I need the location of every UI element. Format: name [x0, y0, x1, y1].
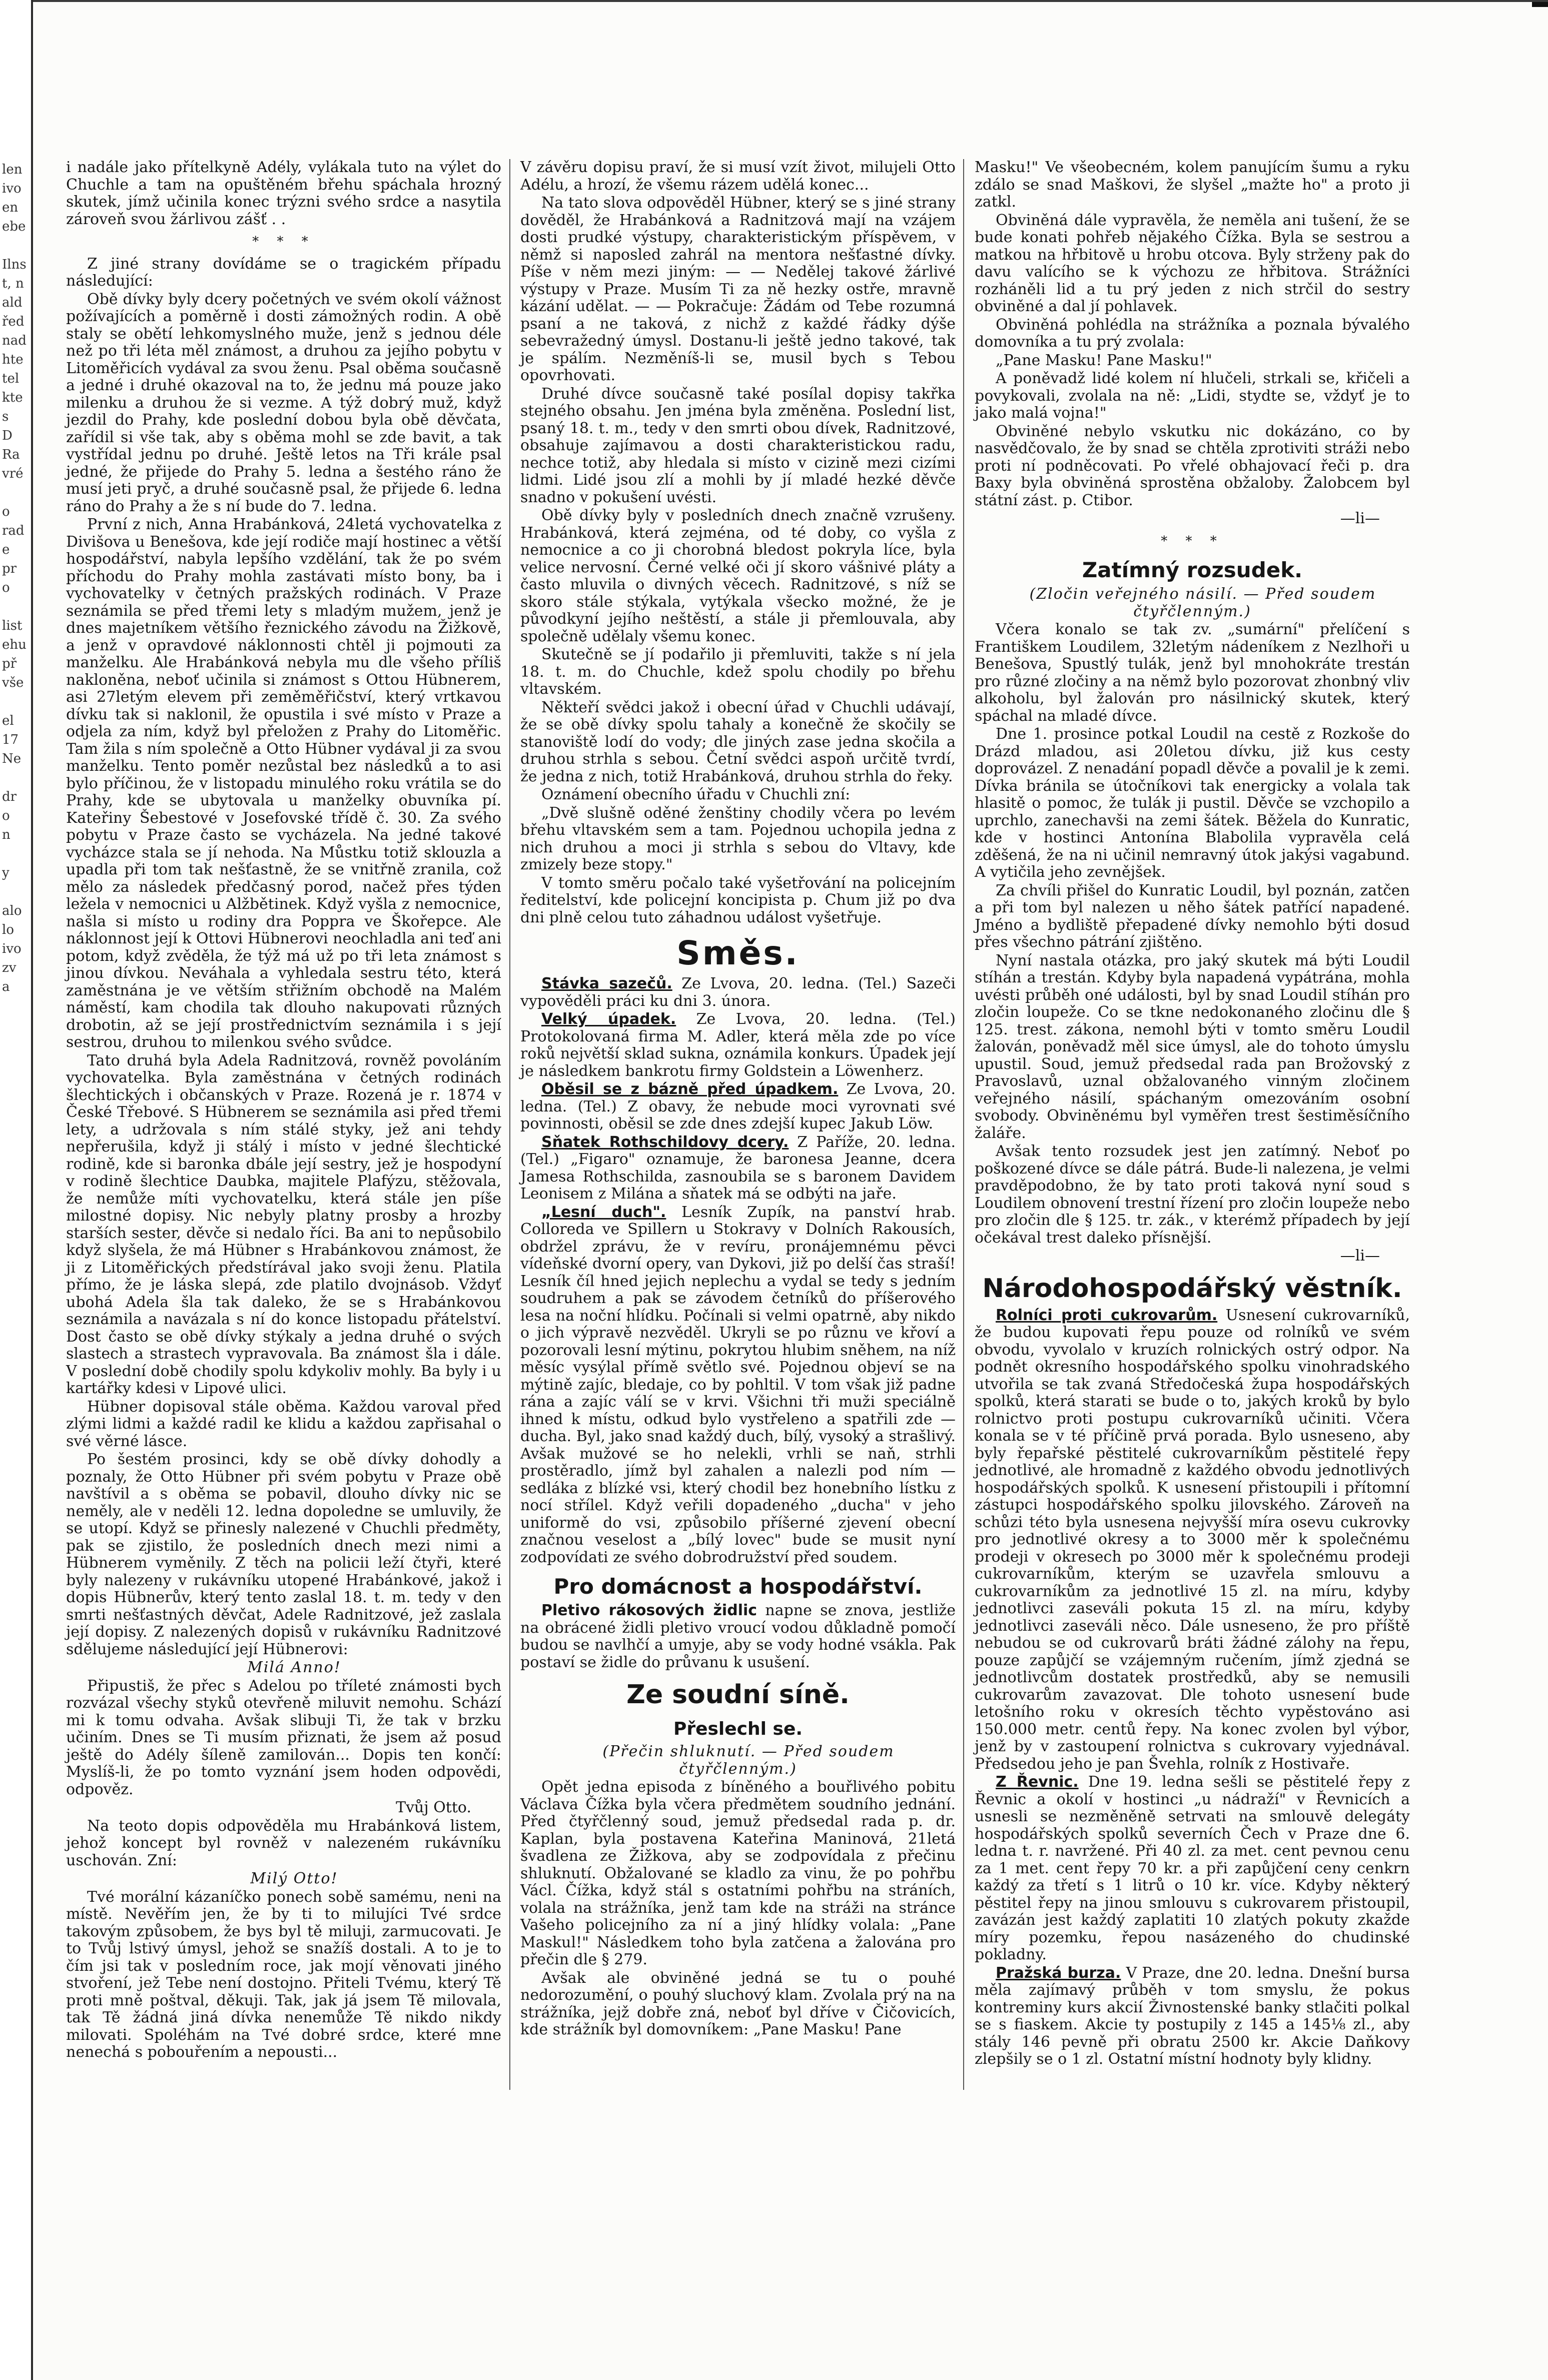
margin-fragment: len [2, 162, 23, 177]
news-kicker: Pražská burza. [996, 1964, 1121, 1982]
article-text: Po šestém prosinci, kdy se obě dívky dohodly a poznaly, že Otto Hübner při svém pobytu v Praze obě navštívil a s oběma se pobavil, dlouho dívky nic se neměly, ale v neděli 12. ledna dopoledne se umluvily, že se utopí. Když se přinesly nalezené v Chuchli předměty, pak se zjistilo, že posledních dnech mezi nimi a Hübnerem vyměnily. Z těch na policii leží čtyři, které byly nalezeny v rukávníku utopené Hrabánkové, jakož i dopis Hübnerův, který tento zaslal 18. t. m. tedy v den smrti nešťastných děvčat, Adele Radnitzové, jež zaslala její dopisy. Z nalezených dopisů v rukávníku Radnitzové sdělujeme následující její Hübnerovi: [66, 1451, 501, 1658]
section-separator: * * * [252, 234, 315, 249]
news-kicker: Pletivo rákosových židlic [541, 1602, 757, 1619]
column-1 [66, 159, 501, 2062]
column-2 [520, 159, 956, 2040]
article-text: Druhé dívce současně také posílal dopisy takřka stejného obsahu. Jen jména byla změněna. Poslední list, psaný 18. t. m., tedy v den smrti obou dívek, Radnitzové, obsahuje zajímavou a dosti charakteristickou radu, nechce totiž, aby hledala si místo v cizině mezi cizími lidmi. Lidé jsou zlí a mohli by jí mladé hezké děvče snadno v pokušení uvésti. [520, 385, 956, 506]
margin-fragment: el [2, 713, 14, 728]
previous-page-margin [0, 0, 33, 2380]
article-text: Z jiné strany dovídáme se o tragickém případu následující: [66, 255, 501, 290]
news-text: Lesník Zupík, na panství hrab. Colloreda ve Spillern u Stokravy v Dolních Rakousích, obdržel zprávu, že v revíru, pronájemnému pěvci vídeňské dvorní opery, van Dykovi, již po delší čas straší! Lesník číl hned jejich neplechu a vydal se tedy s jedním soudruhem a pak se závodem četníků do příšerového lesa na noční hlídku. Počínali si velmi opatrně, aby nikdo o jich výpravě nezvěděl. Ukryli se po různu ve křoví a pozorovali lesní mýtinu, pokrytou hlubim sněhem, na níž měsíc vysýlal přímě světlo své. Pojednou objeví se na mýtině zajíc, bledaje, co by pohltil. V tom však již padne rána a zajíc válí se v krvi. Všichni tři muži speciálně ihned k místu, odkud bylo vystřeleno a spatřili zde — ducha. Byl, jako snad každý duch, bílý, vysoký a strašlivý. Avšak mužové se ho nelekli, vrhli se naň, strhli prostěradlo, jímž byl zahalen a nalezli pod ním — sedláka z blízké vsi, který chodil bez honebního lístku z nocí střílel. Když veřili dopadeného „ducha" v jeho uniformě do vsi, způsobilo příšerné zjevení obecní značnou veselost a „bílý lovec" bude se musit nyní zodpovídati ze svého dobrodružství před soudem. [520, 1203, 956, 1566]
margin-fragment: D [2, 428, 13, 443]
news-text: Dne 19. ledna sešli se pěstitelé řepy z Řevnic a okolí v hostinci „u nádraží" v Řevnicích a usnesli se nezměněně setrvati na smlouvě delegáty hospodářských spolků severních Čech v Praze dne 6. ledna t. r. navržené. Při 40 zl. za met. cent pevnou cenu za 1 met. cent řepy 70 kr. a při zapůjčení ceny cenkrn každý za třetí s 1 litrů o 10 kr. více. Kdyby některý pěstitel řepy na jinou smlouvu s cukrovarem přistoupil, zavázán jest každý zaplatiti 10 zlatých pokuty zkažde míry pozemku, řepou nasázeného do chudinské pokladny. [975, 1773, 1410, 1963]
section-heading-smes: Směs. [676, 934, 800, 972]
article-text: „Dvě slušně oděné ženštiny chodily včera po levém břehu vltavském sem a tam. Pojednou uchopila jedna z nich druhou a moci ji strhla s sebou do Vltavy, kde zmizely beze stopy." [520, 804, 956, 873]
margin-fragment [0, 236, 31, 255]
article-text: „Pane Masku! Pane Masku!" [996, 351, 1212, 369]
margin-fragment: n [2, 827, 11, 842]
news-kicker: Stávka sazečů. [541, 975, 672, 992]
article-text: V závěru dopisu praví, že si musí vzít život, milujeli Otto Adélu, a hrozí, že všemu rázem udělá konec... [520, 159, 956, 194]
margin-fragment: a [2, 979, 10, 994]
article-text: Opět jedna episoda z bíněného a bouřlivého pobitu Václava Čížka byla včera předmětem soudního jednání. Před čtyřčlenný soud, jemuž předsedal rada p. dr. Kaplan, byla postavena Kateřina Maninová, 21letá švadlena ze Žižkova, aby se zodpovídala z přečinu shluknutí. Obžalované se kladlo za vinu, že po pohřbu Václ. Čížka, když stál s ostatními pohřbu na stráních, volala na strážníka, jenž tam kde na stráži na stránce Vašeho policejního za ní a jiný hlídky volala: „Pane Maskul!" Následkem toho byla zatčena a žalována pro přečin dle § 279. [520, 1778, 956, 1968]
article-text: Někteří svědci jakož i obecní úřad v Chuchli udávají, že se obě dívky spolu tahaly a konečně že skočily se stanoviště lodí do vody; dle jiných zase jedna skočila a druhou strhla s sebou. Četní svědci aspoň určitě tvrdí, že jedna z nich, totiž Hrabánková, druhou strhla do řeky. [520, 698, 956, 785]
article-subtitle: (Přečin shluknutí. — Před soudem čtyřčlenným.) [602, 1743, 895, 1778]
margin-fragment: e [2, 542, 10, 557]
margin-fragment: 17 [2, 732, 19, 747]
section-heading-household: Pro domácnost a hospodářství. [553, 1574, 923, 1599]
article-text: Obviněná dále vypravěla, že neměla ani tušení, že se bude konati pohřeb nějakého Čížka. Byla se sestrou a matkou na hřbitově u hrobu otcova. Byly strženy pak do davu valícího se k výchozu ze hřbitova. Strážníci rozháněli lid a tu prý jeden z nich strčil do sestry obviněné a dal jí pohlavek. [975, 211, 1410, 315]
margin-fragment: nad [2, 333, 27, 348]
letter-salutation: Milá Anno! [247, 1659, 341, 1676]
margin-fragment [0, 483, 31, 502]
article-text: i nadále jako přítelkyně Adély, vylákala tuto na výlet do Chuchle a tam na opuštěném břehu spáchala hrozný skutek, jímž učinila konec trýzni svého srdce a nasytila zároveň svou žárlivou zášť . . [66, 159, 501, 228]
scan-top-border [31, 0, 1548, 2]
article-text: Na tato slova odpověděl Hübner, který se s jiné strany dověděl, že Hrabánková a Radnitzová mají na vzájem dosti prudké výstupy, charakteristickým příspěvem, v němž si naposled zahrál na mentora nešťastné dívky. Píše v něm mezi jiným: — — Nedělej takové žárlivé výstupy v Praze. Musím Ti za ně hezky ostře, mravně kázání udělat. — — Pokračuje: Žádám od Tebe rozumná psaní a ne taková, z nichž z každé řádky dýše sebevražedný úmysl. Dostanu-li ještě jedno takové, tak je spálím. Nezměníš-li se, musil bych s Tebou opovrhovati. [520, 194, 956, 384]
margin-fragment: př [2, 656, 17, 671]
author-signature: —li— [1340, 1247, 1380, 1265]
section-heading-economy: Národohospodářský věstník. [982, 1273, 1402, 1304]
margin-fragment: vré [2, 466, 24, 481]
article-text: A poněvadž lidé kolem ní hlučeli, strkali se, křičeli a povykovali, zvolala na ně: „Lidi, stydte se, vždyť je to jako malá vojna!" [975, 370, 1410, 422]
article-text: Oznámení obecního úřadu v Chuchli zní: [541, 786, 851, 803]
article-text: Včera konalo se tak zv. „sumární" přelíčení s Františkem Loudilem, 32letým nádeníkem z Nezlhoři u Benešova, Spustlý tulák, jenž byl mnohokráte trestán pro různé zločiny a na němž bylo pozorovat zhonbný vliv alkoholu, byl žalován pro násilnický skutek, který spáchal na mladé dívce. [975, 621, 1410, 725]
column-rule [963, 159, 964, 2090]
article-text: Skutečně se jí podařilo ji přemluviti, takže s ní jela 18. t. m. do Chuchle, kdež spolu chodily po břehu vltavském. [520, 646, 956, 698]
news-kicker: „Lesní duch". [541, 1203, 666, 1221]
news-kicker: Z Řevnic. [996, 1773, 1079, 1791]
news-kicker: Sňatek Rothschildovy dcery. [541, 1133, 789, 1151]
margin-fragment: ivo [2, 941, 22, 956]
margin-fragment: dr [2, 789, 17, 804]
article-text: Dne 1. prosince potkal Loudil na cestě z Rozkoše do Drázd mladou, asi 20letou dívku, již kus cesty doprovázel. Z nenadání popadl děvče a povalil je k zemi. Dívka bránila se útočníkovi tak energicky a volala tak hlasitě o pomoc, že tulák ji pustil. Děvče se vzchopilo a uprchlo, zanechavši na zemi šátek. Běžela do Kunratic, kde v hostinci Antonína Blabolila vypravěla celá zděšená, že na ni učinil nemravný útok jakýsi vagabund. A vytičila jeho zevnějšek. [975, 725, 1410, 881]
article-text: První z nich, Anna Hrabánková, 24letá vychovatelka z Divišova u Benešova, kde její rodiče mají hostinec a větší hospodářství, nabyla lepšího vzdělání, tak že po svém příchodu do Prahy mohla zastávati místo bony, ba i vychovatelky v četných pražských rodinách. V Praze seznámila se před třemi lety s mladým mužem, jenž je dnes majetníkem většího řeznického závodu na Žižkově, a jenž v opravdové náklonnosti chtěl ji pojmouti za manželku. Ale Hrabánková nebyla mu dle všeho příliš nakloněna, neboť učinila si známost s Ottou Hübnerem, asi 27letým elevem při zeměměřičství, který vrtkavou dívku tak si naklonil, že opustila i své místo v Praze a odjela za ním, když byl přeložen z Prahy do Litoměřic. Tam žila s ním společně a Otto Hübner vydával ji za svou manželku. Tento poměr nezůstal bez následků a to asi bylo příčinou, že v listopadu minulého roku vrátila se do Prahy, kde se ubytovala u manželky obuvníka pí. Kateřiny Šebestové v Josefovské třídě č. 30. Za svého pobytu v Praze často se vycházela. Na jedné takové vycházce stala se jí nehoda. Na Můstku totiž sklouzla a upadla při tom tak nešťastně, že se vnitřně zranila, což mělo za následek předčasný porod, načež přes týden ležela v nemocnici u Alžbětinek. Když vyšla z nemocnice, našla si místo u rodiny dra Poppra ve Škořepce. Ale náklonnost její k Ottovi Hübnerovi neochladla ani teď ani potom, když zvěděla, že týž má už po tři leta známost s jinou dívkou. Neváhala a vyhledala sestru této, která zaměstnána je ve větším střižním obchodě na Malém náměstí, kam chodila tak dlouho nakupovati různých drobotin, až se její prostřednictvím seznámila i s její sestrou, druhou to milenkou svého svůdce. [66, 516, 501, 1051]
news-text: Ze Lvova, 20. ledna. (Tel.) Z obavy, že nebude moci vyrovnati své povinnosti, oběsil se zde dnes zdejší kupec Jakub Löw. [520, 1080, 956, 1132]
margin-fragment: rad [2, 523, 25, 538]
news-text: Ze Lvova, 20. ledna. (Tel.) Sazeči vypověděli práci ku dni 3. února. [520, 975, 956, 1010]
margin-fragment: t, n [2, 276, 24, 291]
margin-fragment: řed [2, 314, 25, 329]
article-text: Masku!" Ve všeobecném, kolem panujícím šumu a ryku zdálo se snad Maškovi, že slyšel „mažte ho" a proto ji zatkl. [975, 159, 1410, 211]
article-text: Připustiš, že přec s Adelou po tříleté známosti bych rozvázal všechy styků otevřeně miluvit nemohu. Schází mi k tomu odvaha. Avšak slibuji Ti, že tak v brzku učiním. Dnes se Ti musím přiznati, že jsem až posud ještě do Adély šíleně zamilován... Dopis ten končí: Myslíš-li, že po tomto vyznání jsem hoden odpovědi, odpověz. [66, 1677, 501, 1798]
margin-fragment: Ne [2, 751, 22, 766]
margin-fragment: ivo [2, 181, 22, 196]
margin-fragment: alo [2, 903, 22, 918]
column-3 [975, 159, 1410, 2069]
margin-fragment: Ra [2, 447, 20, 462]
margin-fragment: lo [2, 922, 14, 937]
news-kicker: Oběsil se z bázně před úpadkem. [541, 1080, 839, 1098]
margin-fragment: ebe [2, 219, 26, 234]
author-signature: —li— [1340, 510, 1380, 527]
article-text: Avšak tento rozsudek jest jen zatímný. Neboť po poškozené dívce se dále pátrá. Bude-li nalezena, je velmi pravděpodobno, že by tato proti taková nyní soud s Loudilem obnovení trestní řízení pro zločin loupeže nebo pro zločin dle § 125. tr. zák., v kterémž případech by její očekával trest daleko přísnější. [975, 1142, 1410, 1247]
column-rule [509, 159, 510, 2090]
margin-fragment: tel [2, 371, 20, 386]
news-text: Ze Lvova, 20. ledna. (Tel.) Protokolovaná firma M. Adler, která měla zde po více roků největší sklad sukna, oznámila konkurs. Úpadek její je následkem bankrotu firmy Goldstein a Löwenherz. [520, 1010, 956, 1080]
margin-fragment: pr [2, 561, 17, 576]
margin-fragment: o [2, 504, 10, 519]
margin-fragment [0, 692, 31, 711]
news-text: Usnesení cukrovarníků, že budou kupovati řepu pouze od rolníků ve svém obvodu, vyvolalo v kruzích rolnických ostrý odpor. Na podnět okresního hospodářského spolku vinohradského utvořila se tak zvaná Středočeská župa hospodářských spolků, která starati se bude o to, jakých kroků by bylo rolnictvo proti postupu cukrovarníků učiniti. Včera konala se v té příčině prvá porada. Bylo usneseno, aby byly řepařské pěstitelé cukrovarníkům pěstitelé řepy jednotlivé, ale hromadně z každého obvodu jednotlivých hospodářských spolků. K usnesení přistoupili i přítomní zástupci hospodářského spolku jilovského. Zároveň na schůzi této byla usnesena nejvyšší míra osevu cukrovky pro jednotlivé okresy a to 3000 měr k společnému prodeji v okresech po 3000 měr k společnému prodeji cukrovarníkům, kterým se uzavřela smlouvu a cukrovarníkům za jednotlivé 15 zl. na míru, kdyby jednotlivci zaseváli pokuta 15 zl. na míru, kdyby jednotlivci zaseváli něco. Dále usneseno, že pro příště nebudou se od cukrovarů bráti žádné zálohy na řepu, pouze zapůjčí se vzájemným ručením, jímž zjedná se jednotlivcům dostatek prostředků, aby se nemusili cukrovarům zavazovat. Dle tohoto usnesení bude letošního roku v okresích těchto vypěstováno asi 150.000 metr. centů řepy. Na konec zvolen byl výbor, jenž by v zastoupení rolnictva s cukrovary vyjednával. Předsedou jeho je pan Švehla, rolník z Hostivaře. [975, 1306, 1410, 1773]
margin-fragment: o [2, 580, 10, 595]
article-text: Tato druhá byla Adela Radnitzová, rovněž povoláním vychovatelka. Byla zaměstnána v četných rodinách šlechtických i občanských v Praze. Rozená je r. 1874 v České Třebové. S Hübnerem se seznámila asi před třemi lety, a udržovala s ním stálé styky, jež ani tehdy nepřerušila, když ji stálý i místo v jedné šlechtické rodině, kde si baronka dbále její sestry, jež je hospodyní v rodině šlechtice Daubka, majitele Plafýzu, stěžovala, že nemůže míti vychovatelku, která stále jen píše milostné dopisy. Nic nebyly platny prosby a hrozby starších sester, děvče si nedalo říci. Ba ani to nepůsobilo když slyšela, že má Hübner s Hrabánkovou známost, že ji z Litoměřických předstírával jako svoji ženu. Platila přímo, že je láska slepá, zde platilo dvojnásob. Vždyť ubohá Adela šla tak daleko, že se s Hrabánkovou seznámila a navázala s ní do konce listopadu přátelství. Dost často se obě dívky stýkaly a jedna druhé o svých slastech a strastech vypravovala. Ba známost šla i dále. V poslední době chodily spolu kdykoliv mohly. Ba byly i u kartářky kdesi v Lipové ulici. [66, 1051, 501, 1397]
margin-fragment: hte [2, 352, 24, 367]
article-text: Obviněné nebylo vskutku nic dokázáno, co by nasvědčovalo, že by snad se chtěla zprotiviti stráži nebo proti ní podněcovati. Po vřelé obhajovací řeči p. dra Baxy byla obviněná sprostěna obžaloby. Žalobcem byl státní zást. p. Ctibor. [975, 422, 1410, 509]
article-text: Obě dívky byly v posledních dnech značně vzrušeny. Hrabánková, která zejména, od té doby, co vyšla z nemocnice a co ji chorobná bledost pokryla líce, byla velice nervosní. Černé velké oči jí skoro vášnivé pláty a často mluvila o divných věcech. Radnitzové, s níž se skoro stále stýkala, vytýkala všecko možné, že je původkyní jejího neštěstí, a stále ji přemlouvala, aby společně udělaly všemu konec. [520, 507, 956, 645]
letter-salutation: Milý Otto! [250, 1870, 338, 1887]
article-text: Na teoto dopis odpověděla mu Hrabánková listem, jehož koncept byl rovněž v nalezeném rukávníku uschován. Zní: [66, 1817, 501, 1869]
margin-fragment [0, 844, 31, 863]
section-separator: * * * [1161, 533, 1224, 549]
margin-fragment [0, 597, 31, 616]
article-subtitle: (Zločin veřejného násilí. — Před soudem čtyřčlenným.) [1029, 585, 1376, 620]
margin-fragment: list [2, 618, 23, 633]
margin-fragment: vše [2, 675, 24, 690]
margin-fragment: kte [2, 390, 23, 405]
article-text: Nyní nastala otázka, pro jaký skutek má býti Loudil stíhán a trestán. Kdyby byla napadená vypátrána, mohla uvésti průběh oné události, byl by snad Loudil stíhán pro zločin loupeže. Co se tkne nedokonaného zločinu dle § 125. trest. zákona, nemohl býti v tomto směru Loudil žalován, poněvadž měl sice úmysl, ale do tohoto úmyslu upustil. Soud, jemuž předsedal rada pan Brožovský z Pravoslavů, uznal obžalovaného vinným zločinem veřejného násilí, spáchaným omezováním osobní svobody. Obviněnému byl vyměřen trest šestiměsíčního žaláře. [975, 951, 1410, 1142]
margin-fragment: Ilns [2, 257, 27, 272]
section-heading-court: Ze soudní síně. [626, 1680, 850, 1710]
margin-fragment [0, 768, 31, 787]
article-text: Tvé morální kázaníčko ponech sobě samému, neni na místě. Nevěřím jen, že by ti to milujíci Tvé srdce takovým způsobem, že bys byl tě miluji, zarmucovati. Je to Tvůj lstivý úmysl, jehož se snažíš dostali. A to je to čím jsi tak v posledním roce, jak mojí věnovati jiného stvoření, jež Tebe není dostojno. Přiteli Tvému, který Tě proti mně poštval, děkuji. Tak, jak já jsem Tě milovala, tak Tě žádná jiná dívka nenemůže Tě nikdo nikdy milovati. Spoléhám na Tvé dobré srdce, které mne nenechá s pobouřením a nepousti... [66, 1888, 501, 2061]
margin-fragment: s [2, 409, 9, 424]
article-text: Obviněná pohlédla na strážníka a poznala bývalého domovníka a tu prý zvolala: [975, 316, 1410, 351]
margin-fragment [0, 882, 31, 901]
margin-fragment: o [2, 808, 10, 823]
margin-fragment: ald [2, 295, 23, 310]
news-kicker: Rolníci proti cukrovarům. [996, 1306, 1218, 1324]
article-text: Obě dívky byly dcery početných ve svém okolí vážnost požívajících a poměrně i dosti zámožných rodin. A obě staly se obětí lehkomyslného muže, jenž s jednou déle než po tři léta měl známost, a druhou za jejího pobytu v Litoměřicích vydával za svou ženu. Psal oběma současně a jedné i druhé okazoval na to, že jednu má pouze jako milenku a druhou že si vezme. A týž dobrý muž, když jezdil do Prahy, kde poslední dobou byla obě děvčata, zařídil si vše tak, aby s oběma mohl se zde bavit, a tak vystřídal jednu po druhé. Ještě letos na Tři krále psal jedné, že přijede do Prahy 5. ledna a šestého ráno že musí jeti pryč, a druhé současně psal, že přijede 6. ledna ráno do Prahy a že s ní bude do 7. ledna. [66, 290, 501, 515]
article-text: Za chvíli přišel do Kunratic Loudil, byl poznán, zatčen a při tom byl nalezen u něho šátek patřící napadené. Jméno a bydliště přepadené dívky nemohlo býti dosud přes všechno pátrání zjištěno. [975, 881, 1410, 951]
article-text: Avšak ale obviněné jedná se tu o pouhé nedorozumění, o pouhý sluchový klam. Zvolala prý na na strážníka, jejž dobře zná, neboť byl dříve v Čičovicích, kde strážník byl domovníkem: „Pane Masku! Pane [520, 1969, 956, 2038]
margin-fragment: zv [2, 960, 17, 975]
article-text: V tomto směru počalo také vyšetřování na policejním ředitelství, kde policejní koncipista p. Chum již po dva dni plně celou tuto záhadnou událost vyšetřuje. [520, 874, 956, 926]
margin-fragment: en [2, 200, 19, 215]
news-text: Z Paříže, 20. ledna. (Tel.) „Figaro" oznamuje, že baronesa Jeanne, dcera Jamesa Rothschilda, zasnoubila se s baronem Davidem Leonisem z Milána a sňatek má se odbýti na jaře. [520, 1133, 956, 1203]
letter-signature: Tvůj Otto. [396, 1799, 471, 1816]
article-title: Zatímný rozsudek. [1082, 558, 1303, 582]
news-kicker: Velký úpadek. [541, 1010, 676, 1028]
news-text: napne se znova, jestliže na obrácené židli pletivo vroucí vodou důkladně pomočí budou se navlhčí a umyje, aby se vody hodné vsákla. Pak postaví se židle do průvanu k usušení. [520, 1602, 956, 1671]
article-title: Přeslechl se. [673, 1719, 803, 1739]
article-text: Hübner dopisoval stále oběma. Každou varoval před zlými lidmi a každé radil ke klidu a každou zapřisahal o své věrné lásce. [66, 1398, 501, 1450]
news-text: V Praze, dne 20. ledna. Dnešní bursa měla zajímavý průběh v tom smyslu, že pokus kontreminy kurs akcií Živnostenské banky stlačiti polkal se s fiaskem. Akcie ty postupily z 145 a 145⅛ zl., aby stály 146 pevně při obratu 2500 kr. Akcie Daňkovy zlepšily se o 1 zl. Ostatní místní hodnoty byly klidny. [975, 1964, 1410, 2068]
margin-fragment: ehu [2, 637, 27, 652]
margin-fragment: y [2, 865, 10, 880]
